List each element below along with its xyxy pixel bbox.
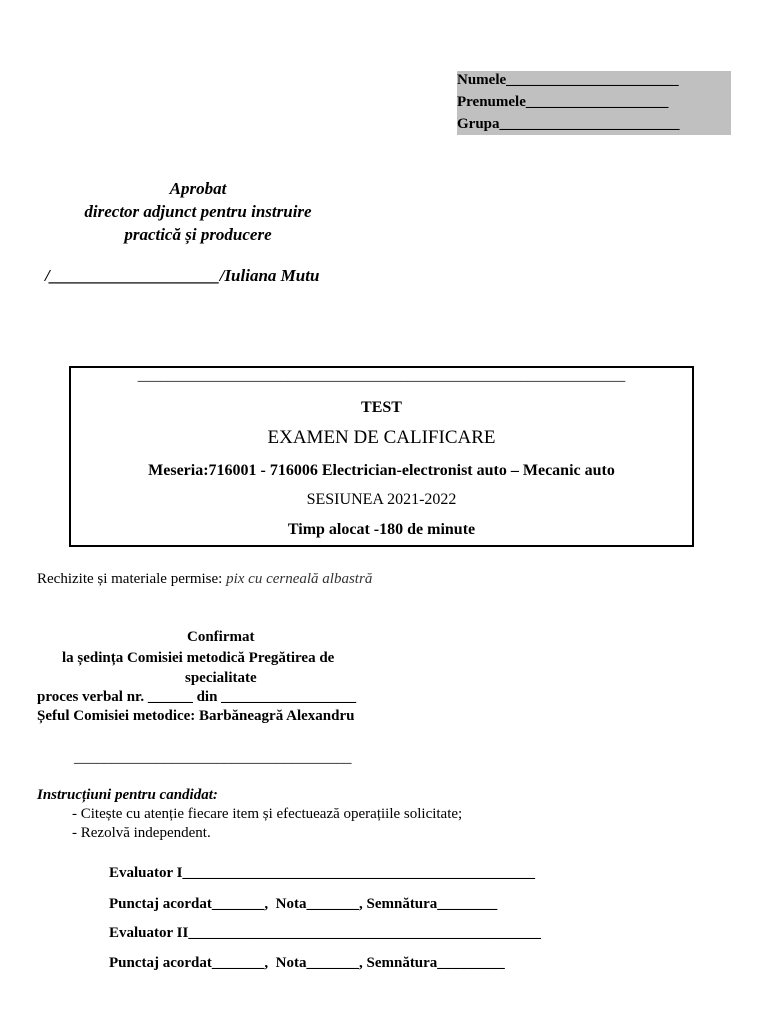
- approval-role: director adjunct pentru instruire: [84, 202, 312, 221]
- materials-value: pix cu cerneală albastră: [226, 571, 373, 587]
- session-line: SESIUNEA 2021-2022: [306, 491, 457, 508]
- group-field[interactable]: Grupa________________________: [457, 116, 680, 132]
- surname-field[interactable]: Prenumele___________________: [457, 94, 669, 110]
- commission-head: Șeful Comisiei metodice: Barbăneagră Alexandru: [37, 708, 355, 724]
- student-info-box: [457, 71, 731, 135]
- score-2-line[interactable]: Punctaj acordat_______, Nota_______, Semnătura_________: [109, 955, 505, 971]
- trade-line: Meseria:716001 - 716006 Electrician-electronist auto – Mecanic auto: [148, 462, 615, 479]
- approval-signature: /____________________/Iuliana Mutu: [45, 266, 320, 285]
- exam-title-box: [69, 366, 694, 547]
- time-line: Timp alocat -180 de minute: [287, 521, 476, 538]
- instructions-heading: Instrucțiuni pentru candidat:: [37, 787, 218, 803]
- instruction-item-2: - Rezolvă independent.: [72, 825, 211, 841]
- commission-signature-line: _____________________________________: [74, 750, 352, 766]
- score-1-line[interactable]: Punctaj acordat_______, Nota_______, Semnătura________: [109, 896, 498, 912]
- confirmation-meeting: la ședința Comisiei metodică Pregătirea de: [62, 650, 335, 666]
- title-top-line: _________________________________________________________________: [137, 368, 626, 384]
- instruction-item-1: - Citește cu atenție fiecare item și efectuează operațiile solicitate;: [72, 806, 463, 822]
- name-field[interactable]: Numele_______________________: [457, 72, 679, 88]
- confirmation-title: Confirmat: [187, 629, 255, 645]
- minutes-line: proces verbal nr. ______ din __________________: [37, 689, 357, 705]
- test-heading: TEST: [361, 399, 402, 416]
- approval-role-cont: practică și producere: [124, 225, 272, 244]
- approval-title: Aprobat: [169, 179, 227, 198]
- materials-label: Rechizite și materiale permise:: [37, 571, 227, 587]
- evaluator-1-line[interactable]: Evaluator I_______________________________________________: [109, 865, 535, 881]
- materials-line: [37, 571, 372, 588]
- confirmation-meeting-cont: specialitate: [185, 670, 257, 686]
- exam-heading: EXAMEN DE CALIFICARE: [267, 427, 496, 448]
- evaluator-2-line[interactable]: Evaluator II_______________________________________________: [109, 925, 541, 941]
